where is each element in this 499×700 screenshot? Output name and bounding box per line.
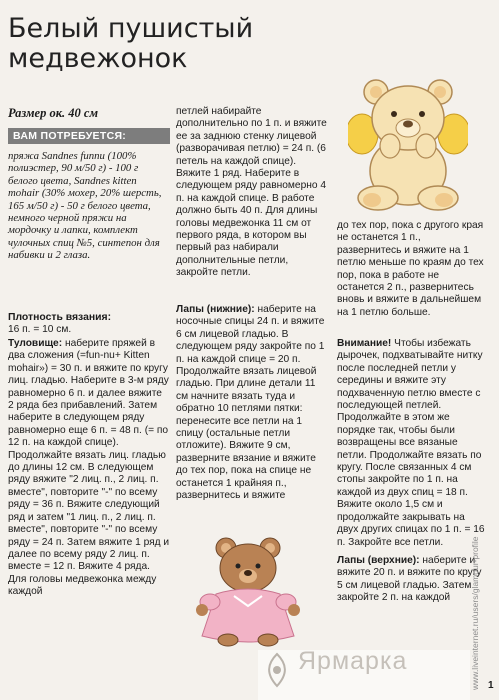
heel-continuation-text: до тех пор, пока с другого края не останется 1 п., развернитесь и вяжите на 1 петлю меньше по краям до тех пор, пока в работе не останется 2 п., развернитесь вновь и вяжите в дальнейшем на 1 петлю больше.: [337, 220, 484, 318]
torso-heading: Туловище:: [8, 338, 63, 349]
torso-section: [8, 338, 170, 599]
gauge-value: 16 п. = 10 см.: [8, 324, 72, 335]
angel-bear-illustration: [348, 76, 468, 216]
lower-paws-heading: Лапы (нижние):: [176, 304, 255, 315]
lower-paws-section: [176, 304, 328, 503]
upper-paws-heading: Лапы (верхние):: [337, 554, 420, 566]
logo-icon: [262, 652, 292, 688]
vertical-watermark: www.liveinternet.ru/users/glamour-profile: [470, 536, 480, 690]
gauge-heading: Плотность вязания:: [8, 312, 112, 323]
attention-heading: Внимание!: [337, 338, 392, 349]
materials-text: пряжа Sandnes funnu (100% полиэстер, 90 м/50 г) - 100 г белого цвета, Sandnes kitten mohair (30% мохер, 20% шерсть, 165 м/50 г) - 50 г белого цвета, немного черной пряжи на мордочку и лапки, комплект чулочных спиц №5, синтепон для набивки и 2 глаза.: [8, 150, 162, 262]
head-continuation-text: петлей набирайте дополнительно по 1 п. и вяжите ее за заднюю стенку лицевой (разворачивая петлю) = 24 п. (6 петель на каждой спице). Вяжите 1 ряд. Наберите в следующем ряду равномерно 4 п. на каждой спице. В работе должно быть 40 п. Для длины головы медвежонка 11 см от первого ряда, в котором вы первый раз набирали дополнительные петли, закройте петли.: [176, 106, 327, 279]
lower-paws-text: наберите на носочные спицы 24 п. и вяжите 6 см лицевой гладью. В следующем ряду закройте по 1 п. на каждой спице = 20 п. Продолжайте вязать лицевой гладью. При длине детали 11 см начните вязать туда и обратно 10 петлями пятки: перенесите все петли на 1 спицу (остальные петли отложите). Вяжите 9 см, разверните вязание и вяжите до тех пор, пока на спице не останется 1 крайняя п., развернитесь и вяжите: [176, 304, 325, 502]
page-number: 1: [488, 680, 494, 691]
title-line-1: Белый пушистый: [8, 13, 254, 44]
attention-section: [337, 338, 487, 605]
materials-header: ВАМ ПОТРЕБУЕТСЯ:: [8, 128, 170, 144]
torso-text: наберите пряжей в два сложения (=fun-nu+ Kitten mohair») = 30 п. и вяжите по кругу лиц. гладью. Наберите в 3-м ряду равномерно 6 п. и далее вяжите 2 ряда без прибавлений. Затем наберите в следующем ряду равномерно еще 6 п. = 48 п. (= по 12 п. на каждой спице). Продолжайте вязать лиц. гладью до длины 12 см. В следующем ряду вяжите "2 лиц. п., 2 лиц. п. вместе", повторите "-" по всему ряду = 36 п. Вяжите следующий ряд и затем "1 лиц. п., 2 лиц. п. вместе", повторите "-" по всему ряду = 24 п. Затем вяжите 1 ряд и далее по всему ряду 2 лиц. п. вместе = 12 п. Вяжите 4 ряда. Для головы медвежонка между каждой: [8, 338, 170, 598]
upper-paws-text: наберите и вяжите 20 п. и вяжите по кругу 5 см лицевой гладью. Затем закройте 2 п. на каждой: [337, 554, 482, 604]
girl-bear-illustration: [196, 536, 308, 648]
title-line-2: медвежонок: [8, 43, 188, 74]
attention-text: Чтобы избежать дырочек, подхватывайте нитку после последней петли у середины и вяжите эту подхваченную петлю вместе с последующей петлей. Продолжайте в этом же порядке так, чтобы были возвращены все вязаные петли. Продолжайте вязать по кругу. После связанных 4 см стопы закройте по 1 п. на каждой из двух спиц = 18 п. Вяжите около 1,5 см и продолжайте закрывать на двух других спицах по 1 п. = 16 п. Закройте все петли.: [337, 338, 485, 548]
page-title: [8, 14, 338, 74]
watermark-logo-text: Ярмарка: [298, 647, 408, 675]
size-label: Размер ок. 40 см: [8, 106, 99, 120]
